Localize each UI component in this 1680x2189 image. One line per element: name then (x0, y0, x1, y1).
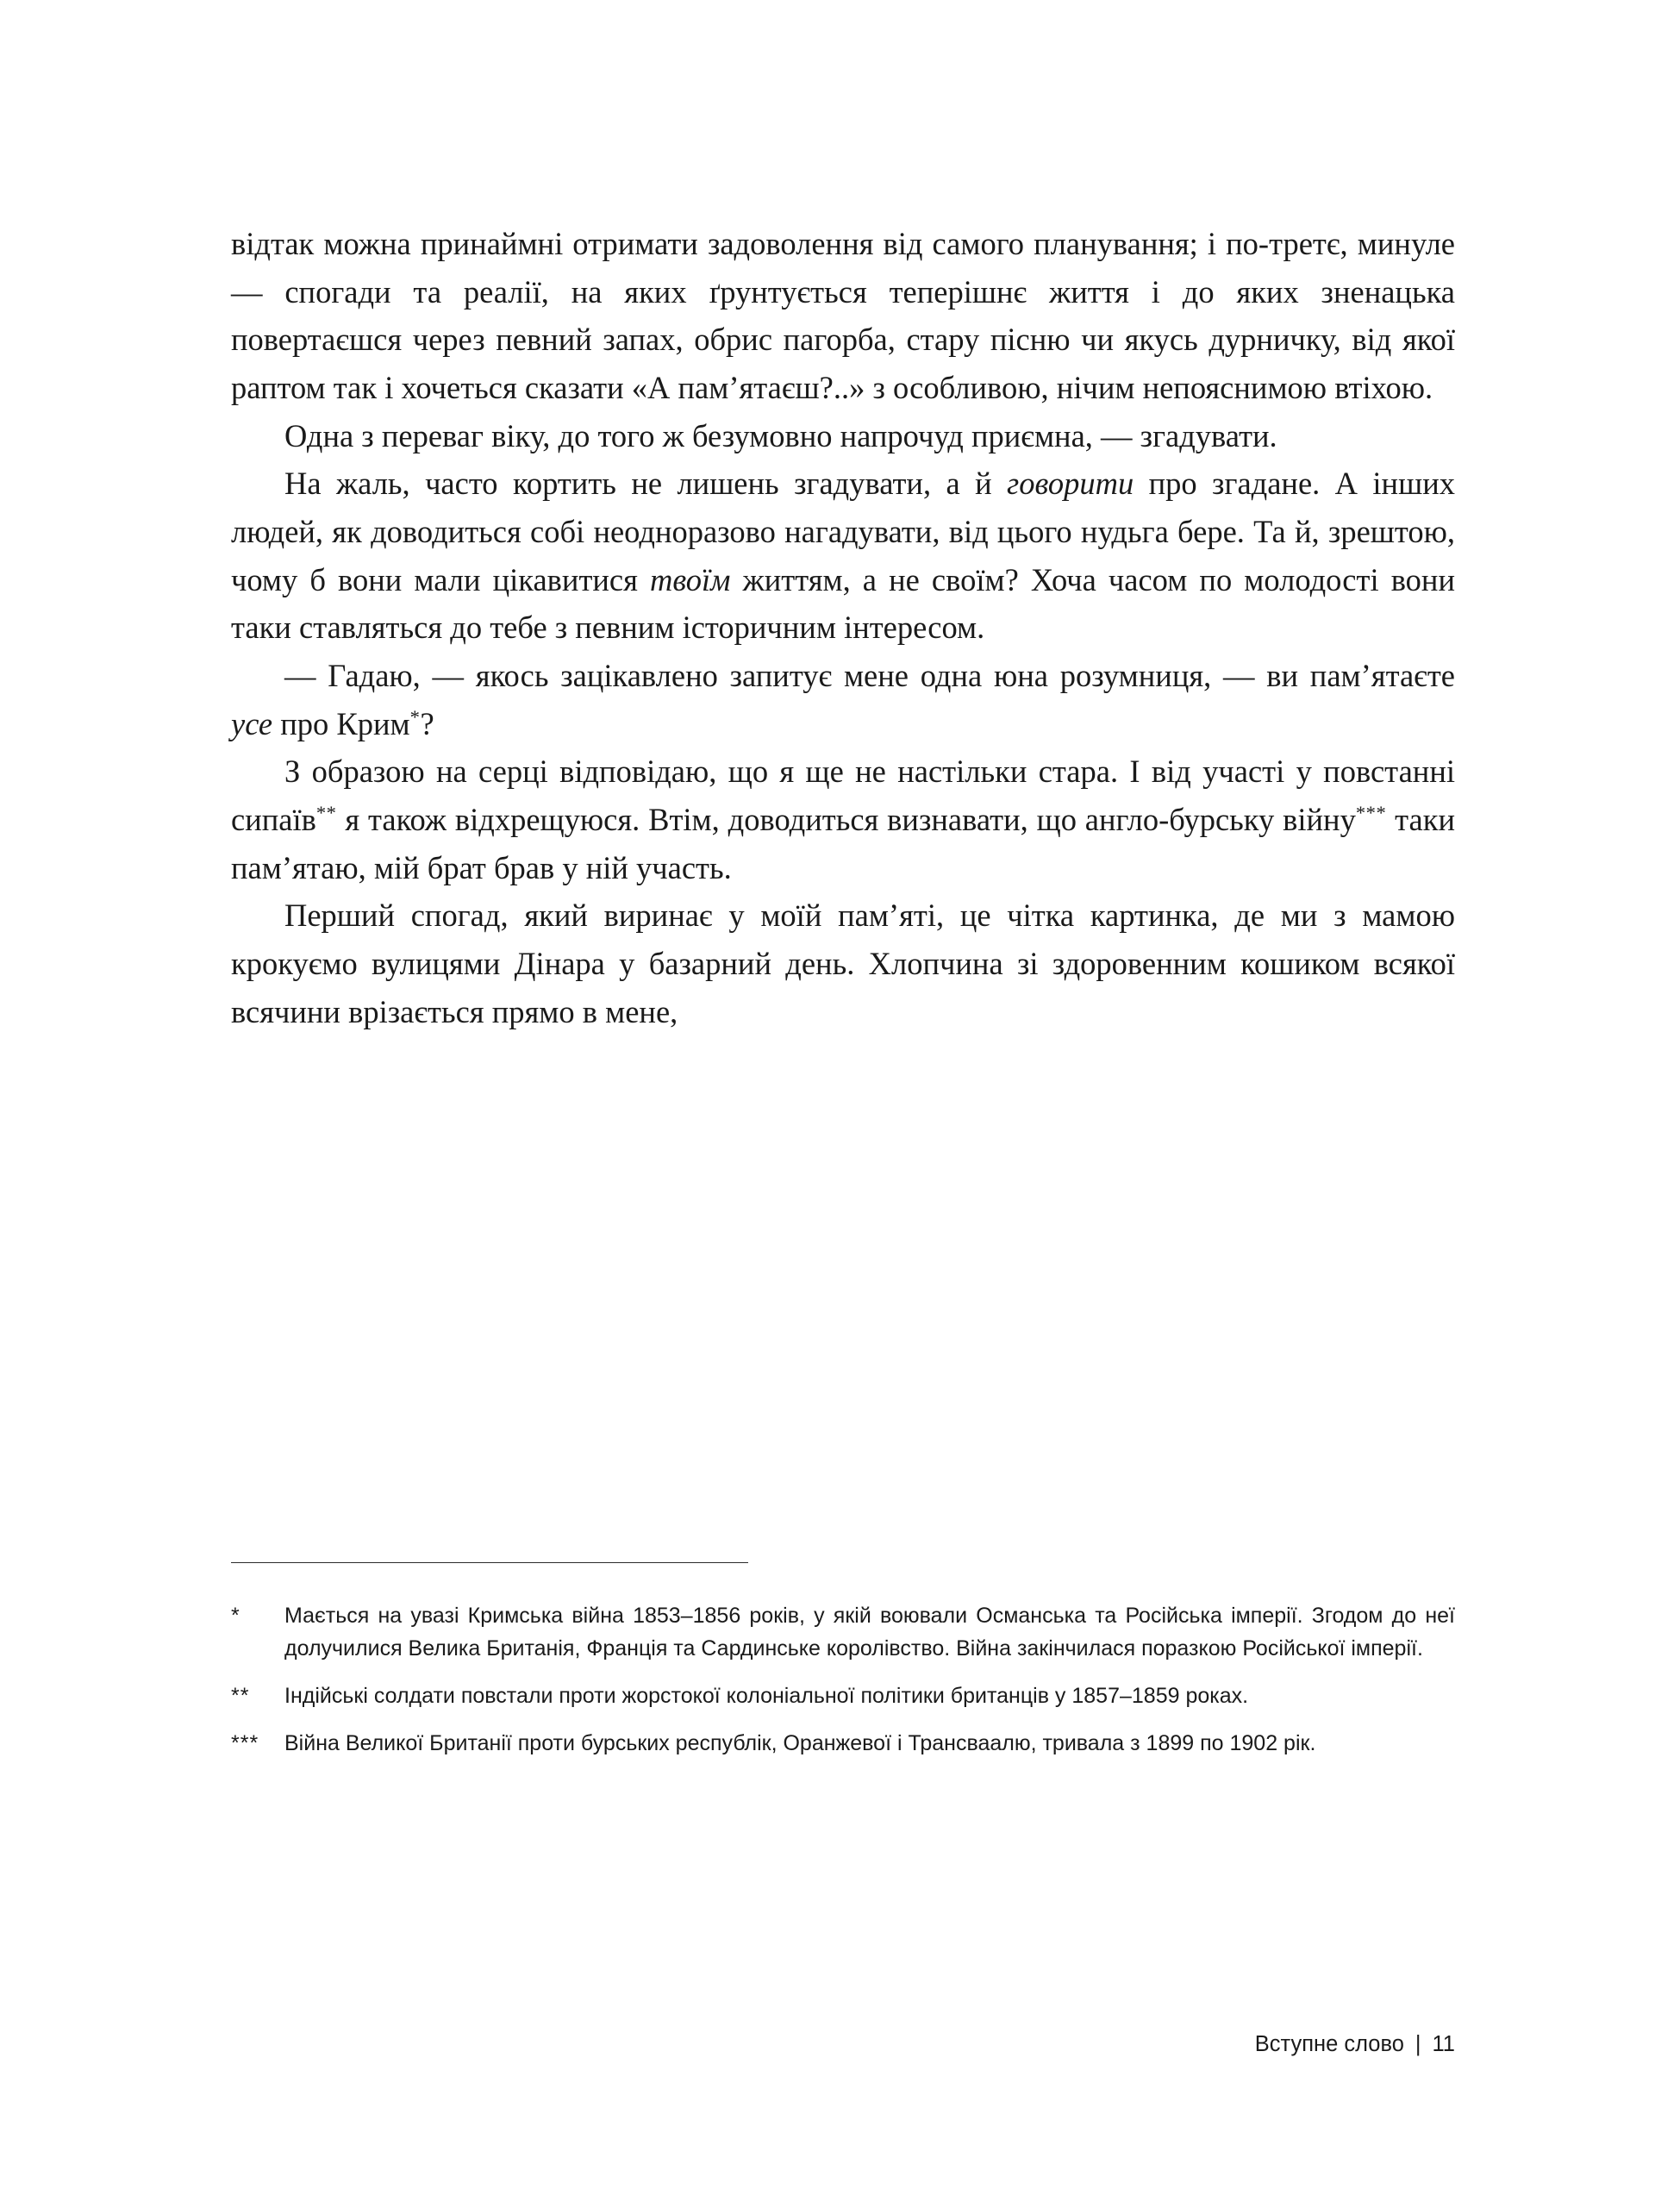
page-number: 11 (1432, 2032, 1455, 2056)
paragraph: З образою на серці відповідаю, що я ще не настільки стара. І від участі у повстанні сипаїв** я також відхрещуюся. Втім, доводиться визнавати, що англо-бурську війну*** таки пам’ятаю, мій брат брав у ній участь. (231, 754, 1455, 885)
paragraph: Одна з переваг віку, до того ж безумовно напрочуд приємна, — згадувати. (284, 417, 1277, 453)
paragraph: Перший спогад, який виринає у моїй пам’яті, це чітка картинка, де ми з мамою крокуємо вулицями Дінара у базарний день. Хлопчина зі здоровенним кошиком всякої всячини врізається прямо в мене, (231, 897, 1455, 1029)
footnote-text: Мається на увазі Кримська війна 1853–1856 років, у якій воювали Османська та Російська імперії. Згодом до неї долучилися Велика Британія, Франція та Сардинське королівство. Війна закінчилася поразкою Російської імперії. (284, 1604, 1455, 1661)
paragraph: — Гадаю, — якось зацікавлено запитує мене одна юна розумниця, — ви пам’ятаєте усе про Крим*? (231, 657, 1455, 741)
footnote-item (231, 1727, 1455, 1760)
page-body-text (231, 220, 1455, 1035)
footnote-item (231, 1599, 1455, 1665)
footnote-marker: ** (231, 1684, 250, 1708)
footnote-list (231, 1599, 1455, 1774)
footnote-marker: * (231, 1604, 240, 1628)
paragraph: відтак можна принаймні отримати задоволення від самого планування; і по-третє, минуле — спогади та реалії, на яких ґрунтується теперішнє життя і до яких зненацька повертаєшся через певний запах, обрис пагорба, стару пісню чи якусь дурничку, від якої раптом так і хочеться сказати «А пам’ятаєш?..» з особливою, нічим непояснимою втіхою. (231, 226, 1455, 405)
paragraph: На жаль, часто кортить не лишень згадувати, а й говорити про згадане. А інших людей, як доводиться собі неодноразово нагадувати, від цього нудьга бере. Та й, зрештою, чому б вони мали цікавитися твоїм життям, а не своїм? Хоча часом по молодості вони таки ставляться до тебе з певним історичним інтересом. (231, 466, 1455, 646)
page-footer (1255, 2032, 1455, 2057)
footer-separator: | (1415, 2032, 1421, 2056)
footnote-marker: *** (231, 1731, 259, 1755)
footnote-text: Війна Великої Британії проти бурських республік, Оранжевої і Трансваалю, тривала з 1899 по 1902 рік. (284, 1731, 1316, 1755)
footnote-text: Індійські солдати повстали проти жорстокої колоніальної політики британців у 1857–1859 роках. (284, 1684, 1249, 1708)
footnote-separator-rule (231, 1562, 748, 1563)
footnote-item (231, 1679, 1455, 1712)
running-head: Вступне слово (1254, 2032, 1404, 2056)
